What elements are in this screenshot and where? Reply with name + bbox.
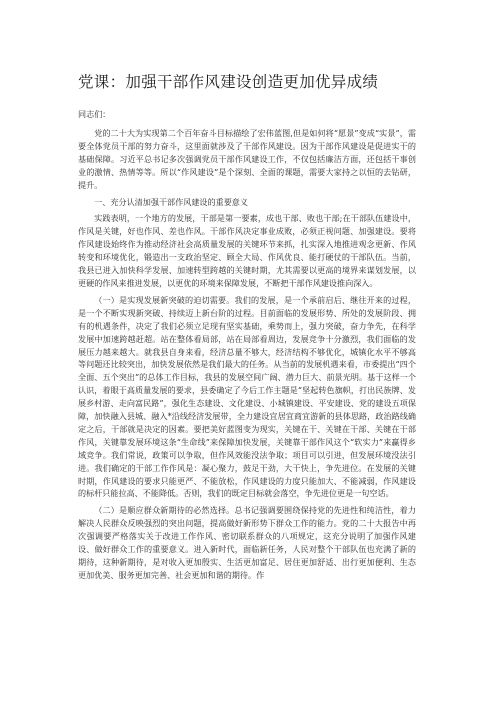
section-heading: 一、充分认清加强干部作风建设的重要意义 [94, 196, 248, 207]
salutation: 同志们： [78, 109, 111, 119]
intro-paragraph: 党的二十大为实现第二个百年奋斗目标描绘了宏伟蓝图,但是如何将“愿景”变成“实景”，需要全体党员干部的努力奋斗，这里面就涉及了干部作风建设。因为干部作风建设是促进实干的基础保障。习近平总书记多次强调党员干部作风建设工作，不仅包括廉洁方面，还包括干事创业的激情、热情等等。所以“作风建设”是个深刻、全面的课题，需要大家持之以恒的去钻研，提升。 [78, 128, 416, 190]
point-one-paragraph: （一）是实现发展新突破的迫切需要。我们的发展，是一个承前启后、继往开来的过程，是一个不断实现新突破、持续迈上新台阶的过程。目前面临的发展形势、所处的发展阶段、拥有的机遇条件，决定了我们必须立足现有坚实基础，乘势而上，强力突破，奋力争先，在科学发展中加速跨越赶超。站在整体看局部，站在局部看周边，发展竞争十分激烈，我们面临的发展压力越来越大。就我县自身来看，经济总量不够大，经济结构不够优化，城镇化水平不够高等问题还比较突出，加快发展依然是我们最大的任务。从当前的发展机遇来看，市委提出“四个全面、五个突出”的总体工作目标，我县的发展空间广阔、潜力巨大、前景光明。基于这样一个认识，着眼于高质量发展的要求，县委确定了今后工作主题是“坚起转色旗帜，打出民族牌、发展乡村游、走向富民路”，强化生态建设、文化建设、小城镇建设、平安建设、党的建设五项保障，加快融入县城、融入*沿线经济发展带，全力建设宜居宜商宜游新的县体思路，政治路线确定之后，干部就是决定的因素。要把美好蓝图变为现实，关键在干、关键在干部、关键在干部作风，关键靠发展环境这条“生命线”来保障加快发展，关键靠干部作风这个“软实力”来赢得乡域竞争。我们常说，政策可以争取，但作风效能没法争取；项目可以引进，但发展环境没法引进。我们确定的干部工作作风是：凝心聚力，鼓足干劲，大干快上，争先进位。在发展的关键时期，作风建设的要求只能更严、不能放松，作风建设的力度只能加大、不能减弱，作风建设的标杆只能拉高、不能降低。否则，我们的既定目标就会落空，争先进位更是一句空话。 [78, 294, 416, 499]
section-intro-paragraph: 实践表明，一个地方的发展，干部是第一要素，成也干部、败也干部;在干部队伍建设中，作风是关键，好也作风、差也作风。干部作风决定事业成败，必须正视问题、加强建设。要将作风建设始终作为推动经济社会高质量发展的关键环节来抓，扎实深入地推进观念更新、作风转变和环境优化，锻造出一支政治坚定、顾全大局、作风优良、能打硬仗的干部队伍。当前，我县已进入加快科学发展、加速转型跨越的关键时期，尤其需要以更高的境界来谋划发展，以更硬的作风来推进发展，以更优的环境来保障发展，不断把干部作风建设推向深入。 [78, 213, 416, 288]
document-title: 党课：加强干部作风建设创造更加优异成绩 [78, 73, 379, 91]
point-two-paragraph: （二）是顺应群众新期待的必然选择。总书记强调要围绕保持党的先进性和纯洁性，着力解决人民群众反映强烈的突出问题，提高做好新形势下群众工作的能力。党的二十大报告中再次强调要严格落实关于改进工作作风、密切联系群众的八项规定，这充分说明了加强作风建设、做好群众工作的重要意义。进入新时代，面临新任务，人民对整个干部队伍也充满了新的期待，这种新期待，是对收入更加殷实、生活更加富足、居住更加舒适、出行更加便利、生态更加优美、服务更加完善、社会更加和谐的期待。作 [78, 505, 416, 580]
